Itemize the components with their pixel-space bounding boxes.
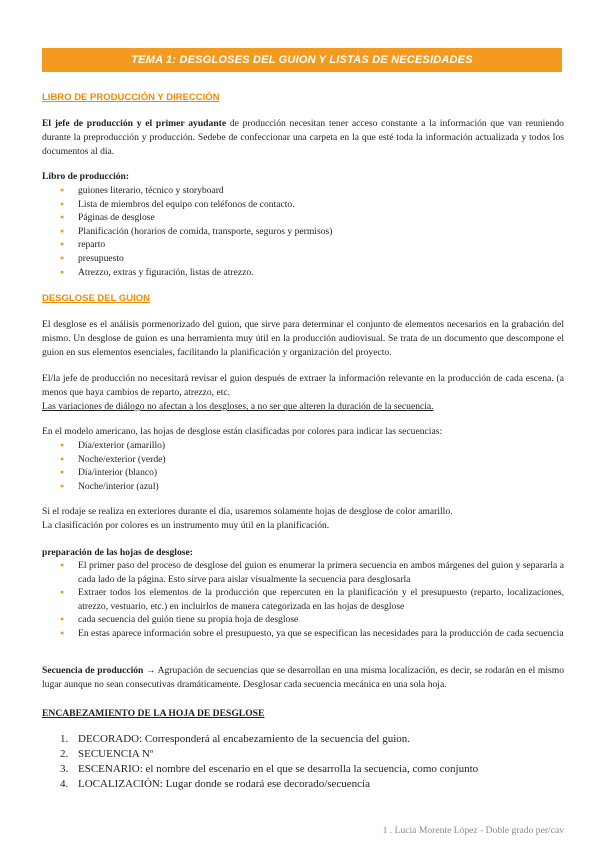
paragraph-desglose-2-underline: Las variaciones de diálogo no afectan a los desgloses, a no ser que alteren la duración de la secuencia.: [42, 401, 434, 412]
paragraph-desglose-4-line2: La clasificación por colores es un instrumento muy útil en la planificación.: [42, 520, 330, 531]
list-number: 3.: [60, 763, 69, 775]
color-list: [42, 439, 166, 493]
list-text: ESCENARIO: el nombre del escenario en el que se desarrolla la secuencia, como conjunto: [78, 763, 479, 775]
list-number: 2.: [60, 748, 69, 760]
title-banner: TEMA 1: DESGLOSES DEL GUION Y LISTAS DE NECESIDADES: [42, 48, 562, 72]
paragraph-libro-bold: El jefe de producción y el primer ayudante: [42, 118, 227, 129]
list-text: LOCALIZACIÓN: Lugar donde se rodará ese decorado/secuencia: [78, 778, 370, 790]
list-number: 1.: [60, 733, 69, 745]
paragraph-libro: [42, 117, 564, 159]
list-item: ● El primer paso del proceso de desglose del guion es enumerar la primera secuencia en ambos márgenes del guion y separarla a cada lado de la página. Esto sirve para aislar visualmente la secuencia para desglosarla: [42, 559, 564, 586]
list-item: ● Páginas de desglose: [42, 211, 332, 225]
paragraph-desglose-4-line1: Si el rodaje se realiza en exteriores durante el día, usaremos solamente hojas de desglose de color amarillo.: [42, 506, 453, 517]
list-item: ● Día/interior (blanco): [42, 466, 166, 480]
list-item: ● guiones literario, técnico y storyboard: [42, 184, 332, 198]
prep-list: [42, 559, 564, 641]
prep-title: preparación de las hojas de desglose:: [42, 547, 193, 558]
list-title-libro: Libro de producción:: [42, 171, 130, 182]
secuencia-bold: Secuencia de producción: [42, 665, 144, 676]
list-item: ● Noche/exterior (verde): [42, 453, 166, 467]
list-item: ● reparto: [42, 238, 332, 252]
list-item: ● Atrezzo, extras y figuración, listas de atrezzo.: [42, 266, 332, 280]
section-heading-encabezamiento: ENCABEZAMIENTO DE LA HOJA DE DESGLOSE: [42, 708, 265, 719]
paragraph-secuencia: [42, 664, 564, 692]
list-item: ● Lista de miembros del equipo con teléfonos de contacto.: [42, 198, 332, 212]
paragraph-desglose-3: En el modelo americano, las hojas de desglose están clasificadas por colores para indicar las secuencias:: [42, 426, 443, 437]
list-text: DECORADO: Corresponderá al encabezamiento de la secuencia del guion.: [78, 733, 411, 745]
section-heading-desglose: DESGLOSE DEL GUION: [42, 293, 151, 304]
encabezamiento-list: [42, 732, 478, 792]
list-text: SECUENCIA Nº: [78, 748, 154, 760]
page-footer: 1 . Lucia Morente López - Doble grado per/cav: [382, 825, 564, 836]
list-item: [42, 747, 478, 762]
list-item: [42, 777, 478, 792]
list-item: ● En estas aparece información sobre el presupuesto, ya que se especifican las necesidades para la producción de cada secuencia: [42, 627, 564, 641]
list-item: ● Planificación (horarios de comida, transporte, seguros y permisos): [42, 225, 332, 239]
list-number: 4.: [60, 778, 69, 790]
list-item: ● Extraer todos los elementos de la producción que repercuten en la planificación y el presupuesto (reparto, localizaciones, atrezzo, vestuario, etc.) en incluirlos de manera categorizada en las hojas de desglose: [42, 586, 564, 613]
paragraph-desglose-2: [42, 372, 564, 414]
arrow-icon: →: [143, 665, 158, 676]
secuencia-rest: Agrupación de secuencias que se desarrollan en una misma localización, es decir, se rodarán en el mismo lugar aunque no sean consecutivas dramáticamente. Desglosar cada secuencia mecánica en una sola hoja.: [42, 665, 564, 690]
list-item: [42, 762, 478, 777]
list-item: ● Día/exterior (amarillo): [42, 439, 166, 453]
paragraph-desglose-4: [42, 505, 564, 533]
list-item: [42, 732, 478, 747]
list-item: ● presupuesto: [42, 252, 332, 266]
paragraph-desglose-1: El desglose es el análisis pormenorizado del guion, que sirve para determinar el conjunto de elementos necesarios en la grabación del mismo. Un desglose de guion es una herramienta muy útil en la producción audiovisual. Se trata de un documento que descompone el guion en sus elementos esenciales, facilitando la planificación y organización del proyecto.: [42, 319, 564, 358]
paragraph-desglose-2-text: El/la jefe de producción no necesitará revisar el guion después de extraer la información relevante en la producción de cada escena. (a menos que haya cambios de reparto, atrezzo, etc.: [42, 373, 564, 398]
list-item: ● Noche/interior (azul): [42, 480, 166, 494]
section-heading-libro: LIBRO DE PRODUCCIÓN Y DIRECCIÓN: [42, 92, 220, 103]
libro-list: [42, 184, 332, 279]
list-item: ● cada secuencia del guión tiene su propia hoja de desglose: [42, 613, 564, 627]
paragraph-libro-rest: de producción necesitan tener acceso constante a la información que van reuniendo durante la preproducción y producción. Sedebe de confeccionar una carpeta en la que esté toda la información actualizada y todos los documentos al día.: [42, 118, 564, 157]
